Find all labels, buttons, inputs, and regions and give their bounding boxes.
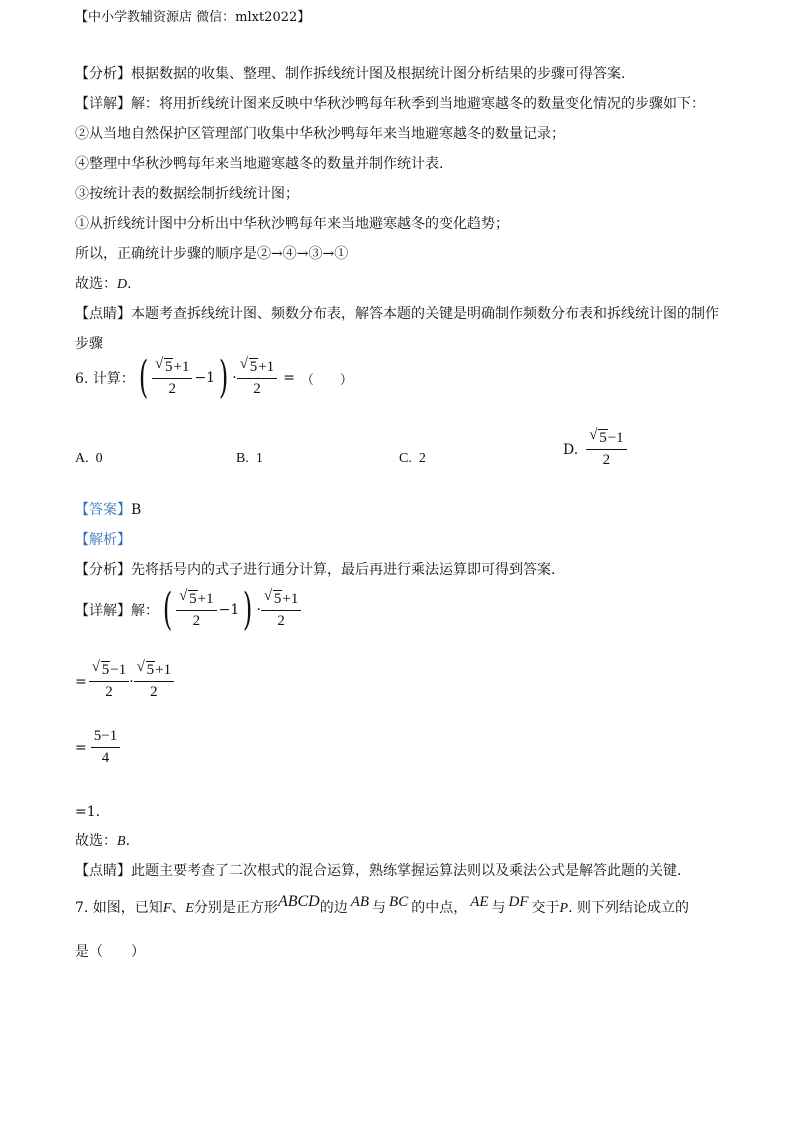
fraction-sqrt5-plus-1-over-2-b: √ 5+1 2 <box>237 359 277 398</box>
q5-step-2: ④整理中华秋沙鸭每年来当地避寒越冬的数量并制作统计表. <box>75 156 444 172</box>
q6-step-2: = √ 5−1 2 · √ 5+1 2 <box>75 662 174 701</box>
q5-comment-line-2: 步骤 <box>75 336 103 352</box>
q5-choice: 故选：D. <box>75 276 132 292</box>
q5-detail: 【详解】解：将用折线统计图来反映中华秋沙鸭每年秋季到当地避寒越冬的数量变化情况的步骤如下： <box>75 96 705 112</box>
q6-answer: 【答案】B <box>75 502 142 518</box>
fraction-step3: $\frac{5-1}{4}$ <box>91 728 120 767</box>
q5-step-4: ①从折线统计图中分析出中华秋沙鸭每年来当地避寒越冬的变化趋势； <box>75 216 509 232</box>
fraction-detail-a: √ 5+1 2 <box>176 591 216 630</box>
q7-stem-line-1: 7. 如图，已知F、E分别是正方形ABCD的边 AB 与 BC 的中点， AE 与 DF 交于P. 则下列结论成立的 <box>75 893 690 916</box>
q6-option-d: D. √ 5−1 2 <box>563 430 627 469</box>
q6-option-c: C. 2 <box>399 451 426 466</box>
q6-option-a: A. 0 <box>75 451 103 466</box>
fraction-step2-a: √ 5−1 2 <box>89 662 129 701</box>
fraction-sqrt5-plus-1-over-2: √ 5+1 2 <box>152 359 192 398</box>
fraction-step2-b: √ 5+1 2 <box>134 662 174 701</box>
q5-step-3: ③按统计表的数据绘制折线统计图； <box>75 186 299 202</box>
right-paren-detail: ) <box>243 584 253 635</box>
page-header: 【中小学教辅资源店 微信：mlxt2022】 <box>75 10 311 25</box>
right-paren: ) <box>218 352 229 403</box>
fraction-detail-b: √ 5+1 2 <box>261 591 301 630</box>
q6-detail: 【详解】解： ( √ 5+1 2 −1 ) · √ 5+1 2 <box>75 588 301 632</box>
q6-step-final: =1. <box>75 804 101 820</box>
left-paren-detail: ( <box>162 584 173 635</box>
q6-explain-tag: 【解析】 <box>75 532 131 548</box>
left-paren: ( <box>138 352 149 403</box>
fraction-sqrt5-minus-1-over-2: √ 5−1 2 <box>586 430 626 469</box>
q6-step-3: = $\frac{5-1}{4}$ <box>75 728 120 767</box>
q6-stem: 6. 计算： ( √ 5+1 2 −1 ) · √ 5+1 2 = （ ） <box>75 352 353 403</box>
q5-analysis: 【分析】根据数据的收集、整理、制作拆线统计图及根据统计图分析结果的步骤可得答案. <box>75 66 626 82</box>
q6-comment: 【点睛】此题主要考查了二次根式的混合运算，熟练掌握运算法则以及乘法公式是解答此题的关键. <box>75 863 682 879</box>
q6-choice: 故选：B. <box>75 833 131 849</box>
q5-comment-line-1: 【点睛】本题考查拆线统计图、频数分布表，解答本题的关键是明确制作频数分布表和拆线统计图的制作 <box>75 306 719 322</box>
q7-stem-line-2: 是（ ） <box>75 944 145 960</box>
q5-step-1: ②从当地自然保护区管理部门收集中华秋沙鸭每年来当地避寒越冬的数量记录； <box>75 126 565 142</box>
q6-analysis: 【分析】先将括号内的式子进行通分计算，最后再进行乘法运算即可得到答案. <box>75 562 556 578</box>
q5-order: 所以，正确统计步骤的顺序是②→④→③→① <box>75 246 349 262</box>
q6-option-b: B. 1 <box>236 451 263 466</box>
